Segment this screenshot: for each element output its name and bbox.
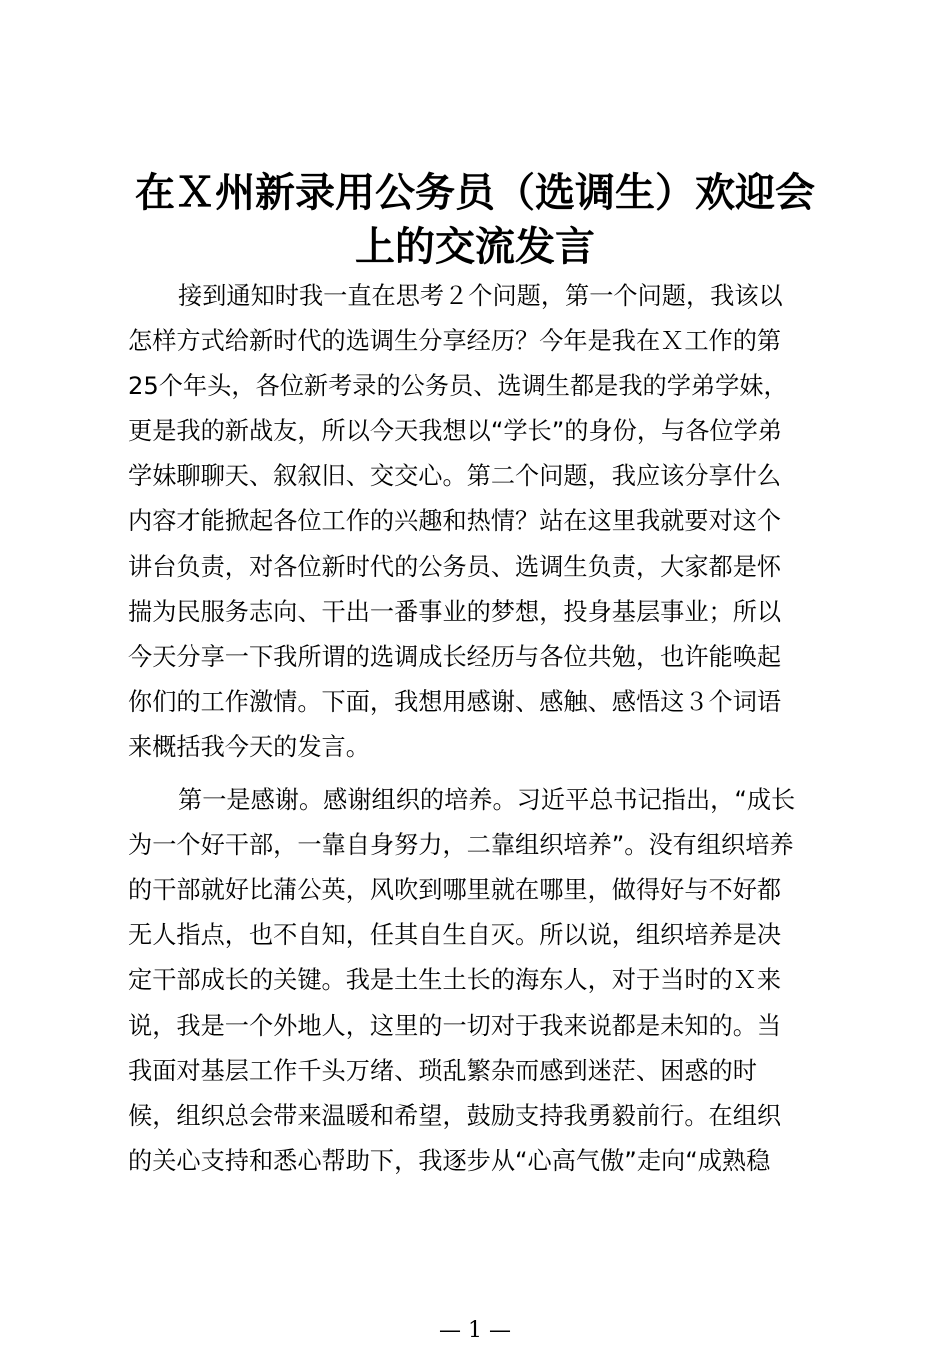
paragraph-1	[128, 274, 828, 770]
paragraph-line: 更是我的新战友，所以今天我想以“学长”的身份，与各位学弟	[128, 417, 782, 446]
paragraph-line: 你们的工作激情。下面，我想用感谢、感触、感悟这３个词语	[128, 687, 782, 716]
paragraph-line: 定干部成长的关键。我是土生土长的海东人，对于当时的Ｘ来	[128, 966, 782, 995]
page-number: — 1 —	[439, 1318, 511, 1343]
paragraph-line: 为一个好干部，一靠自身努力，二靠组织培养”。没有组织培养	[128, 831, 794, 860]
paragraph-line: 学妹聊聊天、叙叙旧、交交心。第二个问题，我应该分享什么	[128, 462, 782, 491]
document-body	[128, 274, 828, 1184]
paragraph-line: 无人指点，也不自知，任其自生自灭。所以说，组织培养是决	[128, 921, 782, 950]
paragraph-line: 说，我是一个外地人，这里的一切对于我来说都是未知的。当	[128, 1011, 782, 1040]
document-title-line-1: 在Ｘ州新录用公务员（选调生）欢迎会	[135, 169, 815, 216]
paragraph-line: 第一是感谢。感谢组织的培养。习近平总书记指出，“成长	[178, 786, 796, 815]
paragraph-line: 25个年头，各位新考录的公务员、选调生都是我的学弟学妹，	[128, 372, 788, 401]
paragraph-line: 今天分享一下我所谓的选调成长经历与各位共勉，也许能唤起	[128, 642, 782, 671]
paragraph-line: 怎样方式给新时代的选调生分享经历？今年是我在Ｘ工作的第	[128, 327, 782, 356]
paragraph-line: 候，组织总会带来温暖和希望，鼓励支持我勇毅前行。在组织	[128, 1101, 782, 1130]
paragraph-line: 的干部就好比蒲公英，风吹到哪里就在哪里，做得好与不好都	[128, 876, 782, 905]
paragraph-line: 讲台负责，对各位新时代的公务员、选调生负责，大家都是怀	[128, 552, 782, 581]
document-title-line-2: 上的交流发言	[355, 223, 595, 270]
paragraph-line: 来概括我今天的发言。	[128, 732, 370, 761]
paragraph-line: 揣为民服务志向、干出一番事业的梦想，投身基层事业；所以	[128, 597, 782, 626]
paragraph-line: 的关心支持和悉心帮助下，我逐步从“心高气傲”走向“成熟稳	[128, 1146, 771, 1175]
paragraph-line: 我面对基层工作千头万绪、琐乱繁杂而感到迷茫、困惑的时	[128, 1056, 757, 1085]
paragraph-line: 内容才能掀起各位工作的兴趣和热情？站在这里我就要对这个	[128, 507, 782, 536]
paragraph-spacer	[128, 770, 828, 778]
paragraph-line: 接到通知时我一直在思考２个问题，第一个问题，我该以	[178, 282, 783, 310]
paragraph-2	[128, 778, 828, 1184]
